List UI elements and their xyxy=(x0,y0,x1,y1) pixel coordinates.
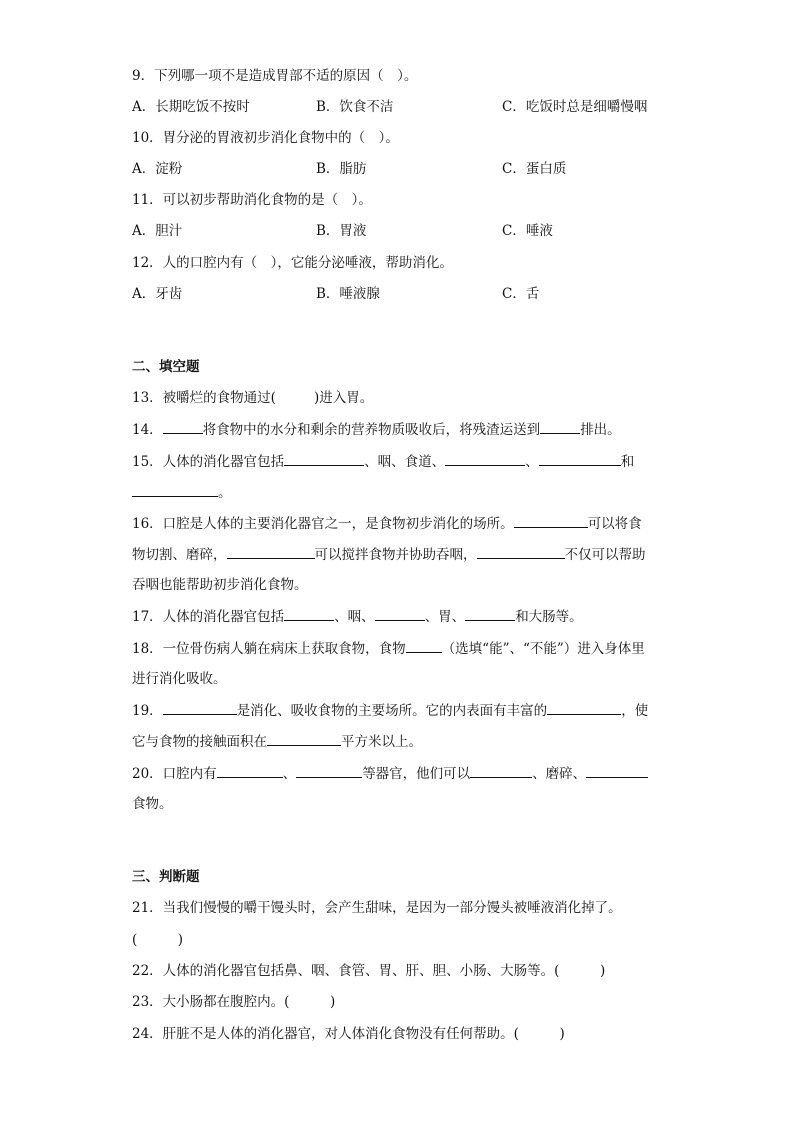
answer-blank[interactable] xyxy=(267,731,341,746)
section-heading-true-false: 三、判断题 xyxy=(132,869,200,885)
q16-text-4: 可以搅拌食物并协助吞咽， xyxy=(314,547,477,563)
q13-text-2: )进入胃。 xyxy=(313,390,374,406)
q19-text-3: ，使 xyxy=(621,703,649,719)
q14-text-3: 排出。 xyxy=(580,422,621,438)
q13-text-1: 13．被嚼烂的食物通过( xyxy=(132,390,276,406)
q9-option-c: C．吃饭时总是细嚼慢咽 xyxy=(502,99,648,115)
q15-text-3: 、 xyxy=(525,454,539,470)
answer-blank[interactable] xyxy=(539,451,621,466)
q9-option-b: B．饮食不洁 xyxy=(316,99,394,115)
answer-blank[interactable] xyxy=(227,544,315,559)
answer-blank[interactable] xyxy=(163,700,237,715)
section-heading-fill-in: 二、填空题 xyxy=(132,359,200,375)
q11-option-a: A．胆汁 xyxy=(132,223,183,239)
question-13 xyxy=(132,388,373,408)
q20-text-3: 等器官，他们可以 xyxy=(362,766,471,782)
q19-text-1: 19． xyxy=(132,703,163,719)
question-20 xyxy=(132,763,648,784)
q18-text-2: （选填“能”、“不能”）进入身体里 xyxy=(441,641,645,657)
q17-text-3: 、胃、 xyxy=(424,609,466,625)
answer-blank[interactable] xyxy=(465,606,515,621)
q16-text-5: 不仅可以帮助 xyxy=(564,547,646,563)
answer-blank[interactable] xyxy=(586,763,648,778)
q11-option-b: B．胃液 xyxy=(316,223,367,239)
q18-text-1: 18．一位骨伤病人躺在病床上获取食物，食物 xyxy=(132,641,406,657)
q12-option-c: C．舌 xyxy=(502,286,540,302)
answer-blank[interactable] xyxy=(514,513,588,528)
question-16 xyxy=(132,513,642,534)
q20-text-1: 20．口腔内有 xyxy=(132,766,217,782)
q15-text-5: 。 xyxy=(218,485,232,501)
answer-blank[interactable] xyxy=(296,763,362,778)
question-15 xyxy=(132,451,634,472)
q12-option-a: A．牙齿 xyxy=(132,286,183,302)
q16-text-2: 可以将食 xyxy=(587,516,642,532)
q11-option-c: C．唾液 xyxy=(502,223,553,239)
answer-blank[interactable] xyxy=(445,451,525,466)
q16-text-3: 物切割、磨碎， xyxy=(132,547,227,563)
question-14 xyxy=(132,419,621,440)
q10-option-a: A．淀粉 xyxy=(132,161,183,177)
q17-text-1: 17．人体的消化器官包括 xyxy=(132,609,285,625)
question-10: 10．胃分泌的胃液初步消化食物中的（ ）。 xyxy=(132,130,399,146)
question-16-line-2 xyxy=(132,544,646,565)
answer-blank[interactable] xyxy=(163,419,203,434)
question-21: 21．当我们慢慢的嚼干馒头时，会产生甜味，是因为一部分馒头被唾液消化掉了。 xyxy=(132,900,622,916)
question-19 xyxy=(132,700,648,721)
question-11: 11．可以初步帮助消化食物的是（ ）。 xyxy=(132,192,372,208)
q19-text-5: 平方米以上。 xyxy=(341,734,422,750)
question-15-cont xyxy=(132,482,232,503)
question-18 xyxy=(132,638,645,659)
answer-blank[interactable] xyxy=(284,451,364,466)
answer-blank[interactable] xyxy=(406,638,442,653)
question-9: 9．下列哪一项不是造成胃部不适的原因（ ）。 xyxy=(132,68,418,84)
question-17 xyxy=(132,606,583,627)
answer-blank[interactable] xyxy=(284,606,334,621)
q12-option-b: B．唾液腺 xyxy=(316,286,380,302)
question-21-answer[interactable]: ( ) xyxy=(132,932,184,948)
q14-text-2: 将食物中的水分和剩余的营养物质吸收后，将残渣运送到 xyxy=(202,422,541,438)
question-20-line-2: 食物。 xyxy=(132,796,173,812)
q17-text-4: 和大肠等。 xyxy=(515,609,583,625)
q19-text-2: 是消化、吸收食物的主要场所。它的内表面有丰富的 xyxy=(236,703,548,719)
q15-text-2: 、咽、食道、 xyxy=(364,454,446,470)
q14-text-1: 14． xyxy=(132,422,163,438)
q20-text-2: 、 xyxy=(282,766,297,782)
answer-blank[interactable] xyxy=(217,763,283,778)
question-16-line-3: 吞咽也能帮助初步消化食物。 xyxy=(132,577,308,593)
q10-option-c: C．蛋白质 xyxy=(502,161,567,177)
answer-blank[interactable] xyxy=(132,482,218,497)
question-22: 22．人体的消化器官包括鼻、咽、食管、胃、肝、胆、小肠、大肠等。( ) xyxy=(132,963,606,979)
question-18-line-2: 进行消化吸收。 xyxy=(132,671,227,687)
question-12: 12．人的口腔内有（ ），它能分泌唾液，帮助消化。 xyxy=(132,255,453,271)
q17-text-2: 、咽、 xyxy=(334,609,375,625)
answer-blank[interactable] xyxy=(477,544,565,559)
question-24: 24．肝脏不是人体的消化器官，对人体消化食物没有任何帮助。( ) xyxy=(132,1026,565,1042)
q9-option-a: A．长期吃饭不按时 xyxy=(132,99,250,115)
q15-text-4: 和 xyxy=(620,454,635,470)
q10-option-b: B．脂肪 xyxy=(316,161,367,177)
answer-blank[interactable] xyxy=(470,763,532,778)
answer-blank[interactable] xyxy=(375,606,425,621)
question-19-line-2 xyxy=(132,731,422,752)
answer-blank[interactable] xyxy=(547,700,621,715)
q20-text-4: 、磨碎、 xyxy=(532,766,587,782)
q16-text-1: 16．口腔是人体的主要消化器官之一，是食物初步消化的场所。 xyxy=(132,516,514,532)
answer-blank[interactable] xyxy=(540,419,580,434)
question-23: 23．大小肠都在腹腔内。( ) xyxy=(132,994,336,1010)
q19-text-4: 它与食物的接触面积在 xyxy=(132,734,267,750)
q15-text-1: 15．人体的消化器官包括 xyxy=(132,454,285,470)
